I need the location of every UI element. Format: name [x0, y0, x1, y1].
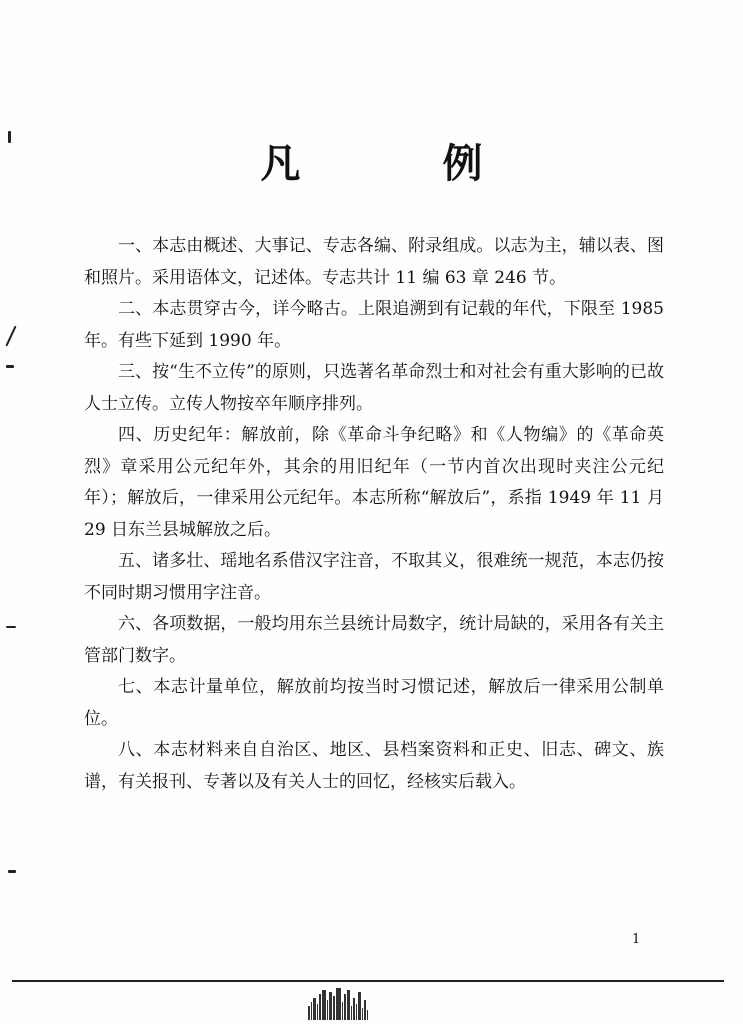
scan-barcode	[308, 988, 404, 1020]
scan-mark	[8, 870, 16, 873]
paragraph: 四、历史纪年：解放前，除《革命斗争纪略》和《人物编》的《革命英烈》章采用公元纪年外，其余的用旧纪年（一节内首次出现时夹注公元纪年）；解放后，一律采用公元纪年。本志所称“解放后”，系指 1949 年 11 月 29 日东兰县城解放之后。	[84, 425, 664, 540]
paragraph: 七、本志计量单位，解放前均按当时习惯记述，解放后一律采用公制单位。	[84, 677, 664, 729]
paragraph: 五、诸多壮、瑶地名系借汉字注音，不取其义，很难统一规范，本志仍按不同时期习惯用字注音。	[84, 551, 664, 603]
page-title: 凡 例	[260, 140, 547, 187]
paragraph: 六、各项数据，一般均用东兰县统计局数字，统计局缺的，采用各有关主管部门数字。	[84, 614, 664, 666]
paragraph: 一、本志由概述、大事记、专志各编、附录组成。以志为主，辅以表、图和照片。采用语体文，记述体。专志共计 11 编 63 章 246 节。	[84, 236, 664, 288]
document-body	[84, 231, 664, 798]
paragraph: 二、本志贯穿古今，详今略古。上限追溯到有记载的年代，下限至 1985 年。有些下延到 1990 年。	[84, 299, 664, 351]
paragraph: 三、按“生不立传”的原则，只选著名革命烈士和对社会有重大影响的已故人士立传。立传人物按卒年顺序排列。	[84, 362, 664, 414]
page-number: 1	[632, 932, 641, 947]
scan-mark	[6, 365, 14, 368]
scan-mark	[5, 326, 16, 347]
paragraph: 八、本志材料来自自治区、地区、县档案资料和正史、旧志、碑文、族谱，有关报刊、专著以及有关人士的回忆，经核实后载入。	[84, 740, 664, 792]
footer-rule	[12, 980, 724, 982]
scan-mark	[6, 626, 16, 628]
